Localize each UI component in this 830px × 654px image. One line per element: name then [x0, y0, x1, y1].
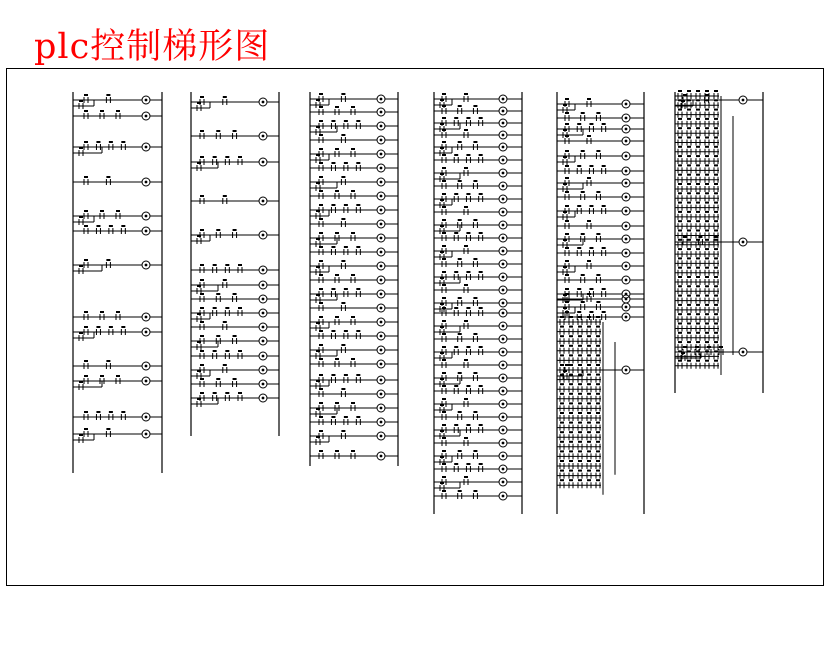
ladder-4	[434, 92, 522, 514]
rung	[434, 359, 522, 369]
rung	[434, 424, 522, 439]
rung	[557, 123, 644, 138]
rung	[557, 135, 644, 145]
rung	[434, 411, 522, 421]
rung	[73, 375, 162, 390]
rung	[73, 411, 162, 421]
rung	[73, 94, 162, 109]
rung	[434, 333, 522, 343]
rung	[434, 154, 522, 164]
rung	[310, 388, 398, 398]
rung	[434, 346, 522, 361]
rung	[191, 321, 279, 331]
rung	[434, 398, 522, 413]
rung	[310, 218, 398, 228]
rung	[557, 260, 644, 275]
rung	[73, 225, 162, 235]
rung	[434, 258, 522, 268]
rung	[557, 233, 644, 248]
rung	[310, 274, 398, 284]
rung	[310, 106, 398, 116]
rung	[73, 311, 162, 321]
rung	[434, 297, 522, 312]
rung	[191, 350, 279, 360]
rung	[310, 148, 398, 163]
rung	[310, 430, 398, 445]
rung	[434, 141, 522, 156]
rung	[191, 229, 279, 244]
rung	[310, 374, 398, 389]
rung	[310, 260, 398, 275]
ladder-3	[310, 92, 398, 466]
rung	[434, 232, 522, 242]
rung	[73, 110, 162, 120]
rung	[310, 416, 398, 426]
rung	[557, 98, 644, 113]
rung	[557, 112, 644, 122]
rung	[310, 330, 398, 340]
rung	[434, 129, 522, 139]
rung	[557, 220, 644, 230]
rung	[310, 358, 398, 368]
rung	[557, 247, 644, 257]
rung	[434, 372, 522, 387]
rung	[557, 288, 644, 303]
rung	[434, 180, 522, 190]
rung	[191, 195, 279, 205]
rung	[434, 167, 522, 182]
rung	[191, 307, 279, 322]
rung	[310, 232, 398, 247]
rung	[73, 259, 162, 274]
rung	[557, 191, 644, 201]
rung	[310, 302, 398, 312]
rung	[434, 271, 522, 286]
rung	[310, 120, 398, 135]
ladder-2	[191, 92, 279, 436]
rung	[434, 93, 522, 108]
rung	[73, 210, 162, 225]
rung	[191, 378, 279, 388]
rung	[434, 206, 522, 216]
ladder-5	[557, 92, 644, 514]
rung	[191, 130, 279, 140]
rung	[557, 177, 644, 192]
rung	[191, 96, 279, 111]
rung	[434, 490, 522, 500]
rung	[310, 204, 398, 219]
rung	[191, 279, 279, 294]
ladder-6	[675, 90, 763, 393]
rung	[557, 205, 644, 220]
rung	[310, 176, 398, 191]
rung	[73, 176, 162, 186]
rung	[73, 141, 162, 156]
rung	[310, 344, 398, 359]
rung	[310, 93, 398, 108]
rung	[310, 316, 398, 331]
rung	[191, 156, 279, 171]
rung	[434, 117, 522, 132]
rung	[310, 402, 398, 417]
rung	[310, 288, 398, 303]
rung	[434, 463, 522, 473]
rung	[310, 450, 398, 460]
rung	[191, 293, 279, 303]
rung	[557, 165, 644, 175]
rung	[434, 284, 522, 294]
rung	[434, 450, 522, 465]
rung	[191, 364, 279, 379]
rung	[191, 264, 279, 274]
rung	[675, 346, 763, 361]
rung	[310, 134, 398, 144]
page-title: plc控制梯形图	[34, 27, 271, 67]
ladder-1	[73, 92, 162, 473]
rung	[434, 219, 522, 234]
rung	[310, 162, 398, 172]
rung	[434, 105, 522, 115]
rung	[434, 245, 522, 260]
rung	[434, 476, 522, 491]
rung	[73, 326, 162, 341]
rung	[434, 437, 522, 447]
rung	[73, 428, 162, 443]
rung	[557, 150, 644, 165]
rung	[434, 193, 522, 208]
rung	[191, 392, 279, 407]
rung	[73, 360, 162, 370]
rung	[434, 320, 522, 335]
rung	[191, 335, 279, 350]
rung	[310, 190, 398, 200]
rung	[310, 246, 398, 256]
rung	[557, 301, 644, 316]
rung	[557, 274, 644, 284]
rung	[434, 385, 522, 395]
